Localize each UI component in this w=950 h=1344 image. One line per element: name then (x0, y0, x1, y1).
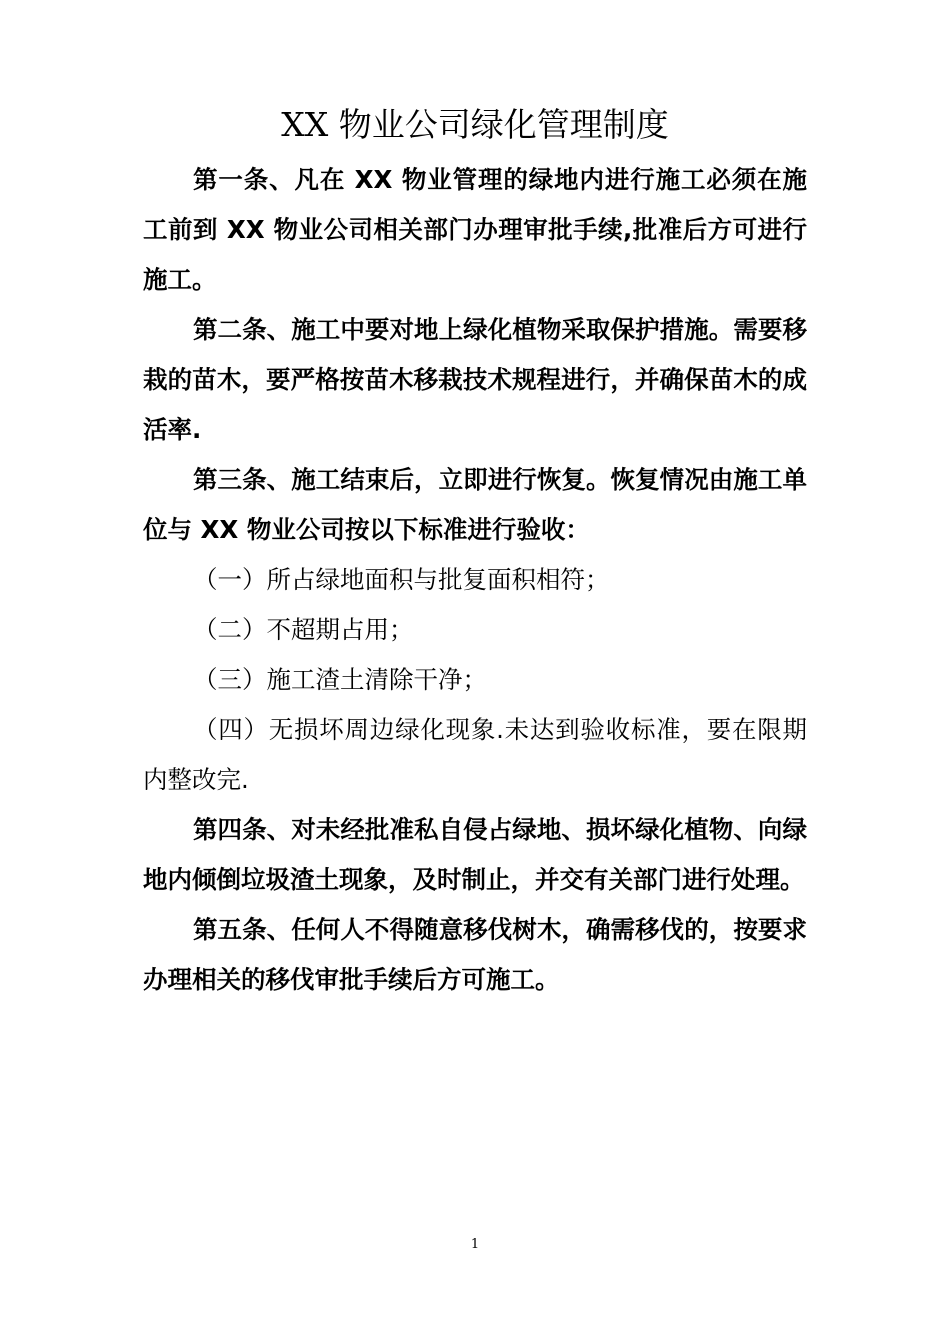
document-title: XX 物业公司绿化管理制度 (281, 105, 669, 144)
article-3-paragraph: 第三条、施工结束后，立即进行恢复。恢复情况由施工单位与 XX 物业公司按以下标准进行验收： (143, 465, 807, 544)
acceptance-item-3: （三）施工渣土清除干净； (193, 665, 487, 694)
article-1-paragraph: 第一条、凡在 XX 物业管理的绿地内进行施工必须在施工前到 XX 物业公司相关部门办理审批手续,批准后方可进行施工。 (143, 165, 807, 294)
article-5-paragraph: 第五条、任何人不得随意移伐树木，确需移伐的，按要求办理相关的移伐审批手续后方可施工。 (143, 915, 807, 994)
article-4-paragraph: 第四条、对未经批准私自侵占绿地、损坏绿化植物、向绿地内倾倒垃圾渣土现象，及时制止，并交有关部门进行处理。 (143, 815, 807, 894)
acceptance-item-1: （一）所占绿地面积与批复面积相符； (193, 565, 610, 594)
acceptance-item-2: （二）不超期占用； (193, 615, 414, 644)
article-2-paragraph: 第二条、施工中要对地上绿化植物采取保护措施。需要移栽的苗木，要严格按苗木移栽技术规程进行，并确保苗木的成活率. (143, 315, 807, 444)
acceptance-item-4: （四）无损坏周边绿化现象.未达到验收标准，要在限期内整改完. (143, 715, 807, 794)
page-number: 1 (470, 1237, 480, 1252)
document-body (143, 155, 807, 1005)
